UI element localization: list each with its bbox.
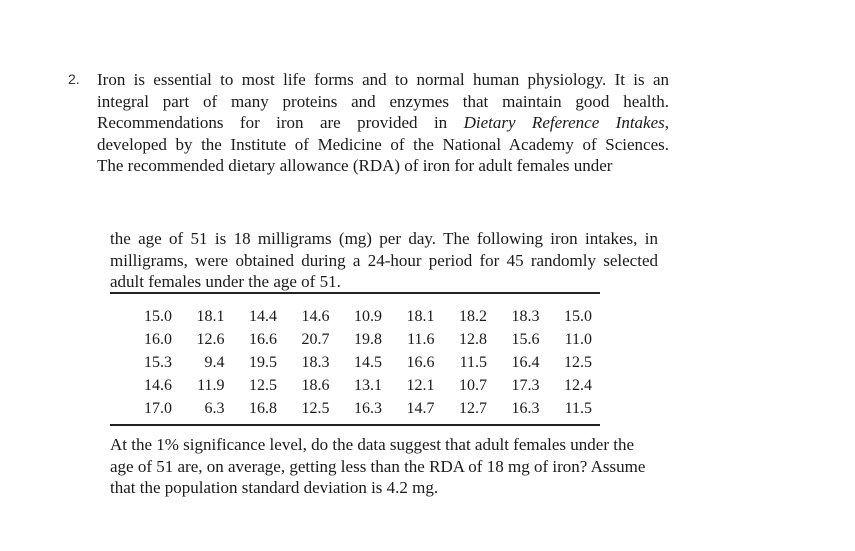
question-line: age of 51 are, on average, getting less than the RDA of 18 mg of iron? Assume bbox=[110, 456, 646, 476]
table-cell: 19.5 bbox=[249, 353, 277, 371]
table-cell: 16.3 bbox=[511, 399, 540, 417]
table-cell: 9.4 bbox=[204, 353, 225, 371]
table-cell: 16.6 bbox=[406, 353, 435, 371]
table-cell: 18.2 bbox=[459, 307, 487, 325]
table-cell: 16.4 bbox=[511, 353, 540, 371]
table-cell: 12.8 bbox=[459, 330, 487, 348]
table-cell: 12.5 bbox=[249, 376, 277, 394]
table-cell: 16.6 bbox=[249, 330, 277, 348]
table-cell: 14.4 bbox=[249, 307, 277, 325]
question-paragraph bbox=[110, 434, 658, 499]
table-cell: 18.3 bbox=[511, 307, 540, 325]
table-cell: 13.1 bbox=[354, 376, 382, 394]
table-cell: 14.7 bbox=[406, 399, 435, 417]
table-row bbox=[137, 328, 592, 351]
table-cell: 17.0 bbox=[144, 399, 172, 417]
table-row bbox=[137, 305, 592, 328]
table-cell: 11.5 bbox=[459, 353, 487, 371]
table-cell: 18.3 bbox=[301, 353, 330, 371]
intro-line: developed by the Institute of Medicine of the National Academy of Sciences. bbox=[97, 134, 669, 154]
table-cell: 16.3 bbox=[354, 399, 382, 417]
table-cell: 10.7 bbox=[459, 376, 487, 394]
book-title-suffix: , bbox=[664, 113, 669, 132]
table-cell: 19.8 bbox=[354, 330, 382, 348]
table-cell: 17.3 bbox=[511, 376, 540, 394]
table-cell: 16.8 bbox=[249, 399, 277, 417]
table-cell: 12.4 bbox=[564, 376, 592, 394]
table-top-rule bbox=[110, 292, 600, 294]
intro-line-text: Recommendations for iron are provided in bbox=[97, 113, 464, 132]
table-cell: 11.0 bbox=[564, 330, 592, 348]
table-cell: 14.6 bbox=[144, 376, 172, 394]
problem-number: 2. bbox=[68, 71, 80, 87]
table-cell: 15.6 bbox=[511, 330, 540, 348]
continuation-line: adult females under the age of 51. bbox=[110, 272, 341, 291]
question-line: At the 1% significance level, do the data suggest that adult females under the bbox=[110, 435, 634, 454]
question-line: that the population standard deviation is 4.2 mg. bbox=[110, 478, 439, 497]
table-cell: 12.7 bbox=[459, 399, 487, 417]
continuation-line: milligrams, were obtained during a 24-hour period for 45 randomly selected bbox=[110, 250, 658, 270]
table-cell: 14.6 bbox=[301, 307, 330, 325]
intro-line: Iron is essential to most life forms and to normal human physiology. It is an bbox=[97, 70, 669, 89]
table-cell: 6.3 bbox=[204, 399, 225, 417]
table-row bbox=[137, 374, 592, 397]
table-cell: 14.5 bbox=[354, 353, 382, 371]
table-cell: 11.5 bbox=[564, 399, 592, 417]
table-cell: 12.1 bbox=[406, 376, 435, 394]
table-cell: 20.7 bbox=[301, 330, 330, 348]
table-cell: 10.9 bbox=[354, 307, 382, 325]
continuation-line: the age of 51 is 18 milligrams (mg) per day. The following iron intakes, in bbox=[110, 229, 658, 248]
table-cell: 15.3 bbox=[144, 353, 172, 371]
table-row bbox=[137, 351, 592, 374]
intro-paragraph bbox=[97, 69, 669, 177]
table-bottom-rule bbox=[110, 424, 600, 426]
intro-line: The recommended dietary allowance (RDA) of iron for adult females under bbox=[97, 156, 613, 175]
table-cell: 11.9 bbox=[197, 376, 225, 394]
table-cell: 15.0 bbox=[564, 307, 592, 325]
book-title: Dietary Reference Intakes bbox=[463, 113, 665, 132]
iron-intake-table bbox=[137, 305, 592, 420]
table-row bbox=[137, 397, 592, 420]
table-cell: 18.1 bbox=[406, 307, 435, 325]
table-cell: 18.1 bbox=[196, 307, 225, 325]
intro-line-with-title bbox=[97, 112, 669, 134]
table-cell: 12.5 bbox=[301, 399, 330, 417]
table-cell: 18.6 bbox=[301, 376, 330, 394]
table-cell: 16.0 bbox=[144, 330, 172, 348]
intro-line: integral part of many proteins and enzymes that maintain good health. bbox=[97, 91, 669, 111]
table-cell: 12.6 bbox=[196, 330, 225, 348]
table-cell: 12.5 bbox=[564, 353, 592, 371]
table-cell: 15.0 bbox=[144, 307, 172, 325]
table-cell: 11.6 bbox=[407, 330, 435, 348]
continuation-paragraph bbox=[110, 228, 658, 293]
